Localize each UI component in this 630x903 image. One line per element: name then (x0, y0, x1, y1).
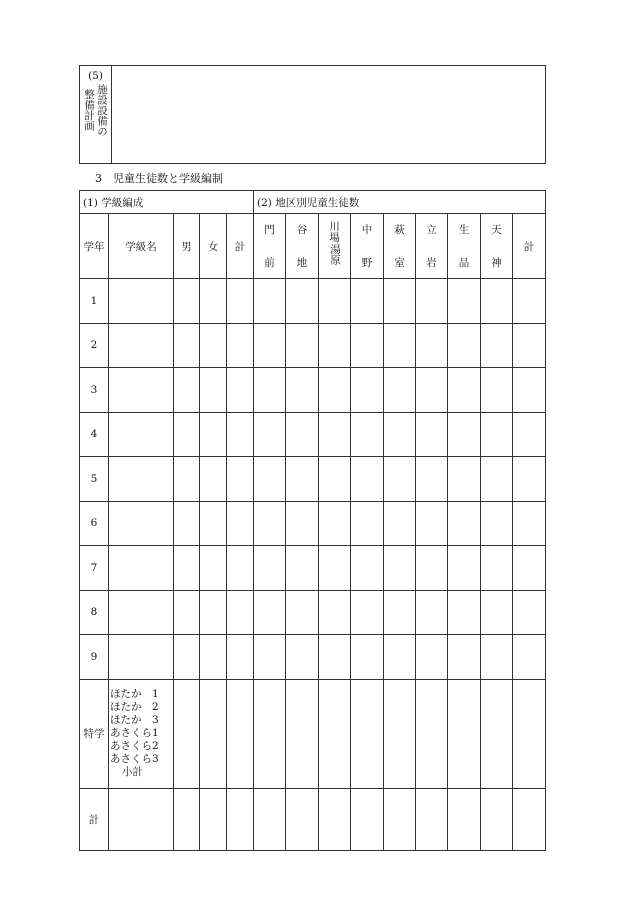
entry-cell[interactable] (174, 546, 200, 591)
special-class-name: あさくら2 (110, 740, 159, 752)
facility-plan-number: (5) (88, 70, 103, 82)
district-top: 川 (329, 221, 340, 233)
entry-cell[interactable] (319, 501, 351, 546)
entry-cell[interactable] (384, 546, 416, 591)
district-header (448, 214, 481, 279)
special-class-name: ほたか 3 (110, 714, 159, 726)
entry-cell[interactable] (109, 368, 174, 413)
entry-cell[interactable] (384, 368, 416, 413)
entry-cell[interactable] (513, 679, 546, 788)
entry-cell[interactable] (174, 590, 200, 635)
entry-cell[interactable] (200, 635, 227, 680)
entry-cell[interactable] (351, 635, 384, 680)
entry-cell[interactable] (254, 368, 286, 413)
entry-cell[interactable] (448, 679, 481, 788)
entry-cell[interactable] (286, 457, 319, 502)
special-class-row (80, 679, 546, 788)
entry-cell[interactable] (109, 501, 174, 546)
district-bottom: 地 (296, 257, 308, 269)
grade-number: 1 (80, 279, 109, 324)
grade-header: 学年 (80, 214, 109, 279)
entry-cell[interactable] (448, 279, 481, 324)
entry-cell[interactable] (227, 323, 254, 368)
entry-cell[interactable] (109, 635, 174, 680)
district-header (481, 214, 513, 279)
entry-cell[interactable] (227, 501, 254, 546)
entry-cell[interactable] (286, 590, 319, 635)
entry-cell[interactable] (351, 279, 384, 324)
entry-cell[interactable] (448, 501, 481, 546)
special-class-name: ほたか 1 (110, 688, 159, 700)
district-bottom: 前 (264, 257, 275, 269)
grade-row (80, 590, 546, 635)
entry-cell[interactable] (254, 635, 286, 680)
district-bottom: 湯原 (329, 244, 341, 265)
entry-cell[interactable] (286, 501, 319, 546)
grade-number: 4 (80, 412, 109, 457)
facility-plan-label-cell (80, 66, 112, 164)
entry-cell[interactable] (254, 590, 286, 635)
special-class-name: あさくら3 (110, 753, 159, 765)
entry-cell[interactable] (319, 788, 351, 850)
entry-cell[interactable] (384, 501, 416, 546)
entry-cell[interactable] (384, 635, 416, 680)
entry-cell[interactable] (319, 368, 351, 413)
entry-cell[interactable] (448, 788, 481, 850)
entry-cell[interactable] (416, 546, 448, 591)
entry-cell[interactable] (513, 279, 546, 324)
grade-row (80, 368, 546, 413)
entry-cell[interactable] (448, 323, 481, 368)
entry-cell[interactable] (227, 788, 254, 850)
entry-cell[interactable] (109, 412, 174, 457)
entry-cell[interactable] (227, 546, 254, 591)
entry-cell[interactable] (319, 323, 351, 368)
district-bottom: 岩 (426, 257, 437, 269)
entry-cell[interactable] (254, 546, 286, 591)
entry-cell[interactable] (351, 412, 384, 457)
female-header: 女 (200, 214, 227, 279)
grade-row (80, 412, 546, 457)
special-class-name: あさくら1 (110, 727, 159, 739)
entry-cell[interactable] (227, 412, 254, 457)
special-class-list (109, 679, 174, 788)
entry-cell[interactable] (319, 679, 351, 788)
class-name-header: 学級名 (109, 214, 174, 279)
entry-cell[interactable] (416, 590, 448, 635)
entry-cell[interactable] (174, 323, 200, 368)
entry-cell[interactable] (481, 368, 513, 413)
entry-cell[interactable] (174, 635, 200, 680)
entry-cell[interactable] (286, 368, 319, 413)
entry-cell[interactable] (416, 788, 448, 850)
entry-cell[interactable] (513, 457, 546, 502)
facility-plan-content-cell[interactable] (112, 66, 546, 164)
student-count-table (79, 190, 546, 851)
district-top: 萩 (394, 224, 405, 236)
entry-cell[interactable] (227, 457, 254, 502)
entry-cell[interactable] (227, 679, 254, 788)
district-top: 門 (264, 224, 275, 236)
entry-cell[interactable] (513, 635, 546, 680)
entry-cell[interactable] (416, 323, 448, 368)
entry-cell[interactable] (416, 679, 448, 788)
grade-number: 9 (80, 635, 109, 680)
entry-cell[interactable] (109, 323, 174, 368)
entry-cell[interactable] (481, 635, 513, 680)
grade-number: 5 (80, 457, 109, 502)
entry-cell[interactable] (254, 457, 286, 502)
entry-cell[interactable] (286, 279, 319, 324)
entry-cell[interactable] (351, 323, 384, 368)
section-heading: 3 児童生徒数と学級編制 (95, 172, 223, 185)
entry-cell[interactable] (200, 546, 227, 591)
district-top: 谷 (296, 224, 308, 236)
entry-cell[interactable] (513, 501, 546, 546)
entry-cell[interactable] (174, 679, 200, 788)
entry-cell[interactable] (254, 501, 286, 546)
class-organization-title: (1) 学級編成 (83, 196, 144, 209)
entry-cell[interactable] (286, 546, 319, 591)
entry-cell[interactable] (481, 546, 513, 591)
entry-cell[interactable] (384, 590, 416, 635)
special-class-subtotal: 小計 (122, 766, 143, 778)
entry-cell[interactable] (109, 279, 174, 324)
entry-cell[interactable] (286, 323, 319, 368)
entry-cell[interactable] (448, 412, 481, 457)
grade-number: 3 (80, 368, 109, 413)
entry-cell[interactable] (200, 279, 227, 324)
entry-cell[interactable] (200, 788, 227, 850)
entry-cell[interactable] (416, 501, 448, 546)
grade-row (80, 501, 546, 546)
entry-cell[interactable] (109, 546, 174, 591)
entry-cell[interactable] (254, 788, 286, 850)
entry-cell[interactable] (513, 788, 546, 850)
district-header (384, 214, 416, 279)
grade-number: 8 (80, 590, 109, 635)
district-mid: 場 (329, 232, 340, 244)
entry-cell[interactable] (384, 788, 416, 850)
entry-cell[interactable] (481, 457, 513, 502)
entry-cell[interactable] (319, 590, 351, 635)
entry-cell[interactable] (174, 412, 200, 457)
entry-cell[interactable] (416, 279, 448, 324)
facility-plan-label-line2: 整備計画 (83, 89, 95, 132)
entry-cell[interactable] (384, 412, 416, 457)
entry-cell[interactable] (416, 412, 448, 457)
entry-cell[interactable] (227, 635, 254, 680)
entry-cell[interactable] (351, 368, 384, 413)
entry-cell[interactable] (351, 501, 384, 546)
entry-cell[interactable] (513, 323, 546, 368)
entry-cell[interactable] (513, 546, 546, 591)
district-bottom: 室 (394, 257, 405, 269)
entry-cell[interactable] (254, 323, 286, 368)
entry-cell[interactable] (174, 368, 200, 413)
entry-cell[interactable] (448, 457, 481, 502)
entry-cell[interactable] (481, 323, 513, 368)
district-header (319, 214, 351, 279)
entry-cell[interactable] (286, 788, 319, 850)
grade-row (80, 635, 546, 680)
class-organization-header (80, 191, 254, 214)
entry-cell[interactable] (351, 679, 384, 788)
entry-cell[interactable] (384, 679, 416, 788)
district-header (286, 214, 319, 279)
district-header (351, 214, 384, 279)
entry-cell[interactable] (227, 279, 254, 324)
grand-total-label: 計 (80, 788, 109, 850)
grand-total-row (80, 788, 546, 850)
entry-cell[interactable] (227, 368, 254, 413)
grade-row (80, 279, 546, 324)
district-bottom: 品 (458, 257, 470, 269)
district-header (254, 214, 286, 279)
entry-cell[interactable] (481, 279, 513, 324)
entry-cell[interactable] (200, 457, 227, 502)
entry-cell[interactable] (481, 412, 513, 457)
entry-cell[interactable] (200, 323, 227, 368)
district-count-header (254, 191, 546, 214)
entry-cell[interactable] (481, 590, 513, 635)
entry-cell[interactable] (513, 590, 546, 635)
entry-cell[interactable] (384, 457, 416, 502)
entry-cell[interactable] (319, 457, 351, 502)
entry-cell[interactable] (448, 635, 481, 680)
district-total-header: 計 (513, 214, 546, 279)
entry-cell[interactable] (513, 412, 546, 457)
entry-cell[interactable] (227, 590, 254, 635)
entry-cell[interactable] (174, 501, 200, 546)
district-header (416, 214, 448, 279)
entry-cell[interactable] (319, 546, 351, 591)
entry-cell[interactable] (254, 679, 286, 788)
entry-cell[interactable] (254, 279, 286, 324)
entry-cell[interactable] (351, 457, 384, 502)
entry-cell[interactable] (416, 368, 448, 413)
entry-cell[interactable] (109, 457, 174, 502)
entry-cell[interactable] (448, 590, 481, 635)
facility-plan-label-line1: 施設設備の (96, 84, 108, 137)
entry-cell[interactable] (319, 412, 351, 457)
entry-cell[interactable] (481, 788, 513, 850)
entry-cell[interactable] (513, 368, 546, 413)
grade-number: 6 (80, 501, 109, 546)
special-class-name: ほたか 2 (110, 701, 159, 713)
district-bottom: 神 (491, 257, 502, 269)
entry-cell[interactable] (384, 279, 416, 324)
entry-cell[interactable] (286, 679, 319, 788)
entry-cell[interactable] (254, 412, 286, 457)
entry-cell[interactable] (448, 368, 481, 413)
entry-cell[interactable] (481, 679, 513, 788)
district-bottom: 野 (361, 257, 373, 269)
district-top: 天 (491, 224, 502, 236)
grade-row (80, 323, 546, 368)
grade-number: 7 (80, 546, 109, 591)
entry-cell[interactable] (200, 368, 227, 413)
entry-cell[interactable] (174, 457, 200, 502)
entry-cell[interactable] (174, 788, 200, 850)
entry-cell[interactable] (416, 635, 448, 680)
entry-cell[interactable] (200, 501, 227, 546)
entry-cell[interactable] (351, 590, 384, 635)
entry-cell[interactable] (319, 635, 351, 680)
entry-cell[interactable] (448, 546, 481, 591)
grade-row (80, 546, 546, 591)
district-top: 立 (426, 224, 437, 236)
male-header: 男 (174, 214, 200, 279)
grade-number: 2 (80, 323, 109, 368)
facility-plan-table (79, 65, 546, 164)
entry-cell[interactable] (481, 501, 513, 546)
entry-cell[interactable] (174, 279, 200, 324)
entry-cell[interactable] (319, 279, 351, 324)
entry-cell[interactable] (200, 679, 227, 788)
class-total-header: 計 (227, 214, 254, 279)
entry-cell[interactable] (351, 788, 384, 850)
entry-cell[interactable] (286, 635, 319, 680)
entry-cell[interactable] (109, 788, 174, 850)
entry-cell[interactable] (286, 412, 319, 457)
entry-cell[interactable] (109, 590, 174, 635)
district-top: 生 (458, 224, 470, 236)
entry-cell[interactable] (351, 546, 384, 591)
entry-cell[interactable] (200, 590, 227, 635)
entry-cell[interactable] (200, 412, 227, 457)
district-top: 中 (361, 224, 373, 236)
entry-cell[interactable] (384, 323, 416, 368)
special-class-label: 特学 (80, 679, 109, 788)
grade-row (80, 457, 546, 502)
entry-cell[interactable] (416, 457, 448, 502)
district-count-title: (2) 地区別児童生徒数 (257, 196, 360, 209)
